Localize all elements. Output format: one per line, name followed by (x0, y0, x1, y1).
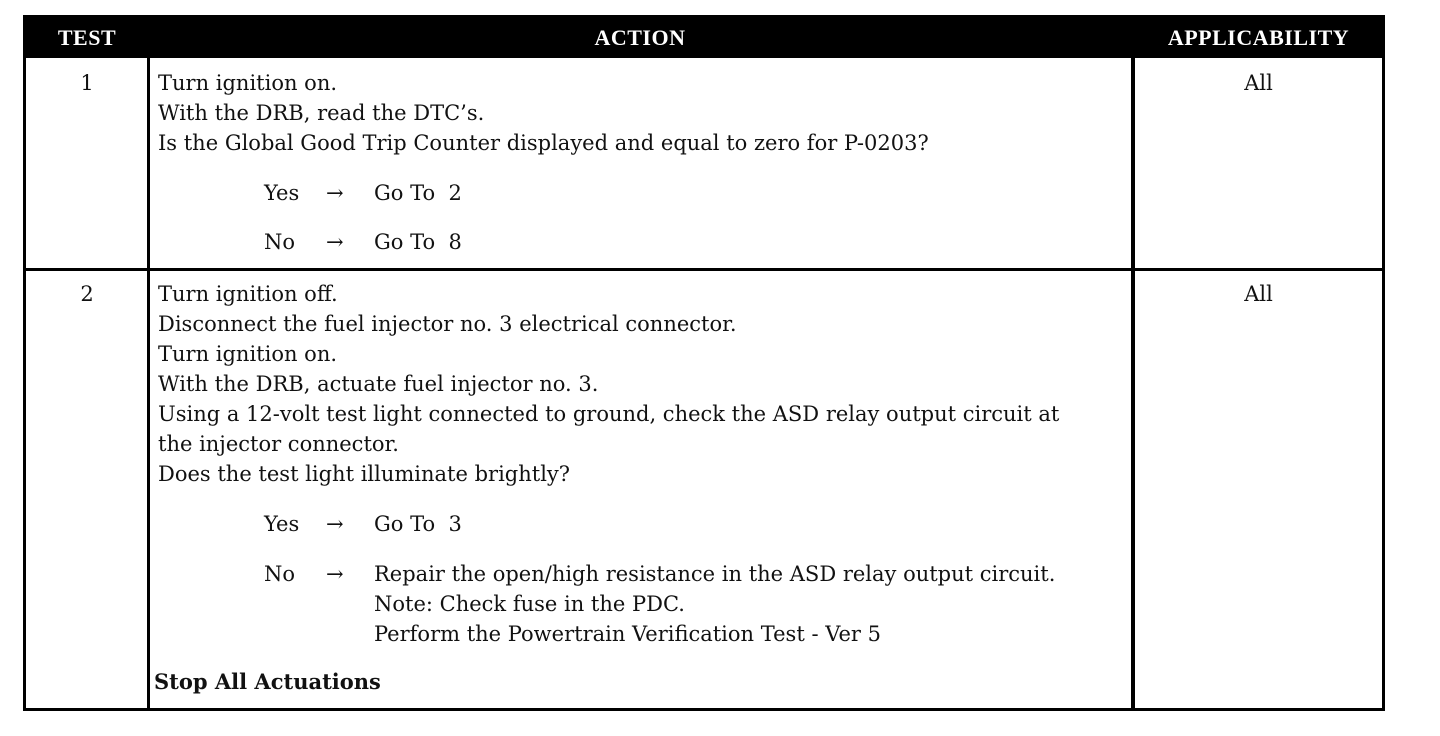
answer-result: Go To 3 (374, 512, 462, 536)
header-action: ACTION (594, 25, 686, 50)
answer-yes (264, 178, 462, 208)
answer-word: Yes (264, 512, 300, 536)
applicability-value: All (1244, 71, 1273, 95)
test-number: 2 (80, 282, 94, 306)
diagnostic-table (23, 15, 1385, 711)
action-line: With the DRB, actuate fuel injector no. 3. (158, 372, 599, 396)
action-line: With the DRB, read the DTC’s. (158, 101, 485, 125)
answer-no (264, 227, 462, 257)
action-line: Turn ignition on. (158, 71, 338, 95)
arrow-icon: → (326, 562, 344, 586)
action-line: the injector connector. (158, 432, 399, 456)
answer-word: No (264, 230, 296, 254)
action-line: Turn ignition on. (158, 342, 338, 366)
answer-word: No (264, 562, 296, 586)
action-line: Is the Global Good Trip Counter displayed and equal to zero for P-0203? (158, 131, 929, 155)
answer-no (264, 559, 1055, 589)
answer-result: Go To 8 (374, 230, 462, 254)
arrow-icon: → (326, 230, 344, 254)
row-divider (26, 268, 1382, 271)
test-number: 1 (80, 71, 94, 95)
answer-word: Yes (264, 181, 300, 205)
action-line: Using a 12-volt test light connected to ground, check the ASD relay output circuit at (158, 402, 1060, 426)
action-line: Disconnect the fuel injector no. 3 electrical connector. (158, 312, 737, 336)
action-steps (158, 68, 1128, 158)
answer-result: Repair the open/high resistance in the ASD relay output circuit. (374, 562, 1056, 586)
answer-note: Note: Check fuse in the PDC. (374, 592, 685, 616)
stop-all-actuations: Stop All Actuations (154, 669, 381, 694)
action-steps (158, 279, 1128, 489)
action-line: Does the test light illuminate brightly? (158, 462, 571, 486)
answer-note: Perform the Powertrain Verification Test - Ver 5 (374, 622, 881, 646)
header-test: TEST (57, 25, 117, 50)
action-line: Turn ignition off. (158, 282, 338, 306)
column-divider (147, 58, 150, 708)
header-applicability: APPLICABILITY (1167, 25, 1350, 50)
answer-yes (264, 509, 462, 539)
column-divider (1131, 58, 1135, 708)
arrow-icon: → (326, 512, 344, 536)
answer-result: Go To 2 (374, 181, 462, 205)
table-header (26, 18, 1382, 58)
arrow-icon: → (326, 181, 344, 205)
applicability-value: All (1244, 282, 1273, 306)
